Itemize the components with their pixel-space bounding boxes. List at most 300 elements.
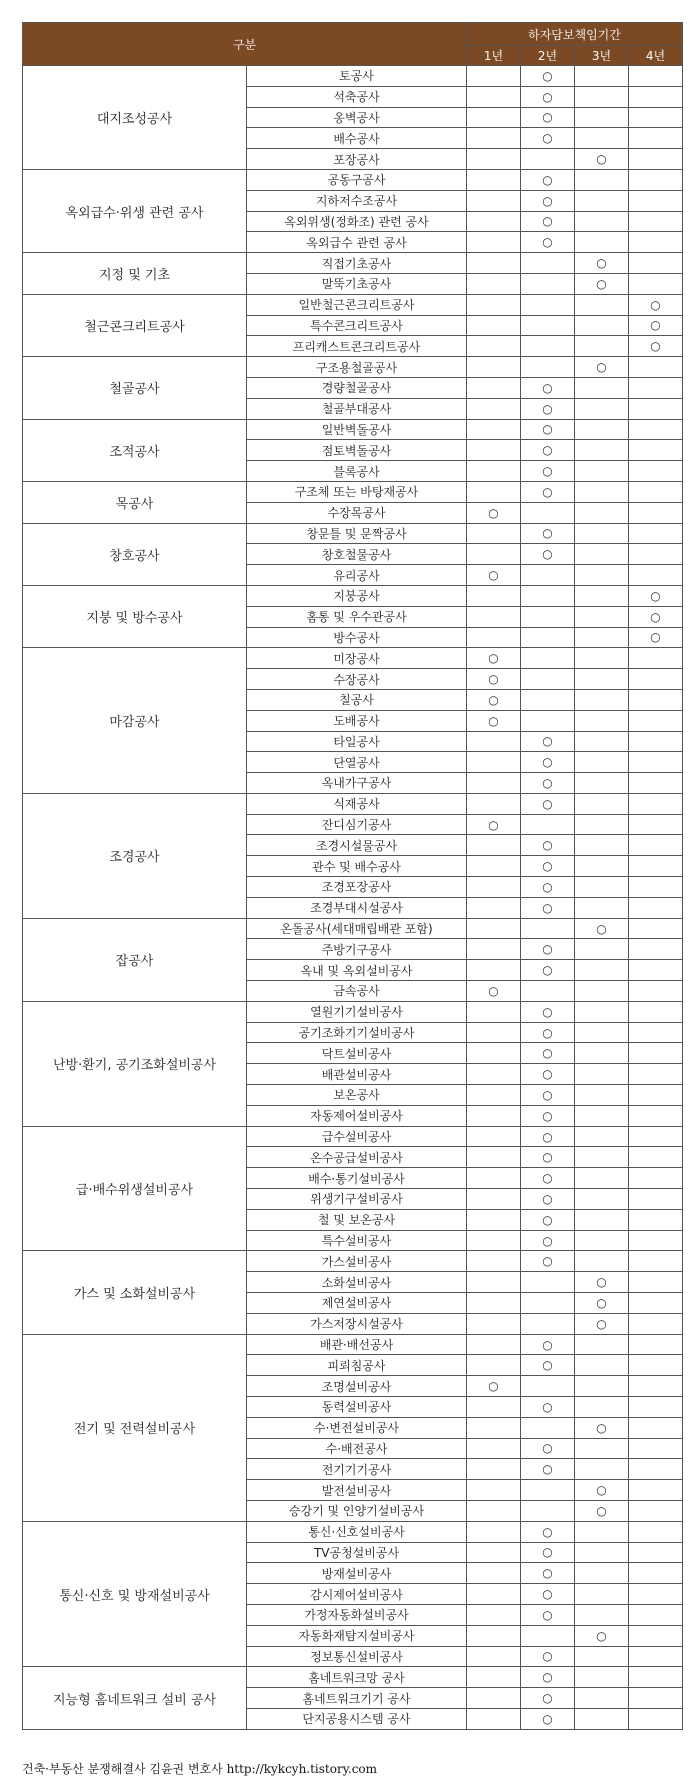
empty-cell	[629, 253, 683, 274]
empty-cell	[629, 1355, 683, 1376]
period-mark: ○	[629, 294, 683, 315]
period-mark: ○	[521, 1646, 575, 1667]
empty-cell	[467, 1459, 521, 1480]
empty-cell	[629, 897, 683, 918]
empty-cell	[521, 1625, 575, 1646]
empty-cell	[467, 398, 521, 419]
category-cell: 철골공사	[23, 357, 247, 419]
empty-cell	[629, 66, 683, 87]
empty-cell	[467, 66, 521, 87]
period-mark: ○	[521, 232, 575, 253]
work-item-cell: 온돌공사(세대매립배관 포함)	[247, 918, 467, 939]
period-mark: ○	[521, 731, 575, 752]
empty-cell	[521, 1313, 575, 1334]
table-row	[23, 585, 683, 606]
work-item-cell: 승강기 및 인양기설비공사	[247, 1500, 467, 1521]
empty-cell	[467, 606, 521, 627]
work-item-cell: 칠공사	[247, 689, 467, 710]
period-mark: ○	[521, 481, 575, 502]
empty-cell	[575, 440, 629, 461]
period-mark: ○	[629, 627, 683, 648]
work-item-cell: 자동화재탐지설비공사	[247, 1625, 467, 1646]
empty-cell	[575, 169, 629, 190]
empty-cell	[629, 440, 683, 461]
period-mark: ○	[521, 128, 575, 149]
empty-cell	[629, 461, 683, 482]
empty-cell	[575, 856, 629, 877]
empty-cell	[629, 544, 683, 565]
empty-cell	[575, 835, 629, 856]
category-cell: 철근콘크리트공사	[23, 294, 247, 356]
empty-cell	[575, 939, 629, 960]
empty-cell	[629, 149, 683, 170]
work-item-cell: 창호철물공사	[247, 544, 467, 565]
work-item-cell: 유리공사	[247, 565, 467, 586]
empty-cell	[467, 169, 521, 190]
work-item-cell: 프리캐스트콘크리트공사	[247, 336, 467, 357]
period-mark: ○	[575, 1417, 629, 1438]
empty-cell	[629, 1085, 683, 1106]
empty-cell	[629, 419, 683, 440]
empty-cell	[467, 1293, 521, 1314]
empty-cell	[575, 86, 629, 107]
period-mark: ○	[521, 1334, 575, 1355]
work-item-cell: 미장공사	[247, 648, 467, 669]
empty-cell	[467, 1001, 521, 1022]
period-mark: ○	[521, 856, 575, 877]
period-mark: ○	[521, 752, 575, 773]
empty-cell	[467, 960, 521, 981]
empty-cell	[467, 1417, 521, 1438]
empty-cell	[521, 1500, 575, 1521]
empty-cell	[467, 1667, 521, 1688]
empty-cell	[629, 1230, 683, 1251]
empty-cell	[575, 1584, 629, 1605]
empty-cell	[629, 793, 683, 814]
empty-cell	[629, 1563, 683, 1584]
work-item-cell: 홈통 및 우수관공사	[247, 606, 467, 627]
category-cell: 지붕 및 방수공사	[23, 585, 247, 647]
work-item-cell: 가정자동화설비공사	[247, 1604, 467, 1625]
empty-cell	[467, 939, 521, 960]
empty-cell	[575, 1646, 629, 1667]
empty-cell	[575, 377, 629, 398]
empty-cell	[629, 1459, 683, 1480]
empty-cell	[629, 523, 683, 544]
empty-cell	[467, 1646, 521, 1667]
category-cell: 마감공사	[23, 648, 247, 794]
work-item-cell: 옥외위생(정화조) 관련 공사	[247, 211, 467, 232]
empty-cell	[575, 211, 629, 232]
work-item-cell: 구조체 또는 바탕재공사	[247, 481, 467, 502]
period-mark: ○	[521, 1667, 575, 1688]
work-item-cell: 감시제어설비공사	[247, 1584, 467, 1605]
year-header-4: 4년	[629, 46, 683, 66]
work-item-cell: 열원기기설비공사	[247, 1001, 467, 1022]
empty-cell	[575, 1147, 629, 1168]
period-mark: ○	[467, 981, 521, 1002]
empty-cell	[467, 1126, 521, 1147]
empty-cell	[629, 86, 683, 107]
empty-cell	[629, 918, 683, 939]
table-row	[23, 1126, 683, 1147]
period-mark: ○	[521, 1521, 575, 1542]
year-header-3: 3년	[575, 46, 629, 66]
work-item-cell: 발전설비공사	[247, 1480, 467, 1501]
work-item-cell: 토공사	[247, 66, 467, 87]
period-header: 하자담보책임기간	[467, 23, 683, 46]
work-item-cell: 일반벽돌공사	[247, 419, 467, 440]
empty-cell	[521, 627, 575, 648]
period-mark: ○	[521, 1584, 575, 1605]
work-item-cell: 구조용철골공사	[247, 357, 467, 378]
empty-cell	[467, 793, 521, 814]
empty-cell	[629, 190, 683, 211]
period-mark: ○	[521, 960, 575, 981]
work-item-cell: 전기기기공사	[247, 1459, 467, 1480]
empty-cell	[575, 128, 629, 149]
empty-cell	[629, 1542, 683, 1563]
empty-cell	[467, 357, 521, 378]
empty-cell	[629, 1688, 683, 1709]
work-item-cell: 수장공사	[247, 669, 467, 690]
empty-cell	[467, 1022, 521, 1043]
empty-cell	[575, 606, 629, 627]
table-row	[23, 357, 683, 378]
empty-cell	[467, 377, 521, 398]
empty-cell	[467, 1209, 521, 1230]
category-cell: 난방·환기, 공기조화설비공사	[23, 1001, 247, 1126]
period-mark: ○	[575, 1272, 629, 1293]
empty-cell	[467, 1521, 521, 1542]
empty-cell	[467, 1313, 521, 1334]
empty-cell	[467, 273, 521, 294]
category-cell: 지능형 홈네트워크 설비 공사	[23, 1667, 247, 1729]
period-mark: ○	[467, 648, 521, 669]
empty-cell	[629, 1708, 683, 1729]
category-cell: 목공사	[23, 481, 247, 523]
work-item-cell: 일반철근콘크리트공사	[247, 294, 467, 315]
empty-cell	[575, 544, 629, 565]
empty-cell	[467, 1397, 521, 1418]
empty-cell	[575, 1667, 629, 1688]
period-mark: ○	[521, 461, 575, 482]
empty-cell	[575, 710, 629, 731]
work-item-cell: 가스설비공사	[247, 1251, 467, 1272]
empty-cell	[575, 1604, 629, 1625]
work-item-cell: 정보통신설비공사	[247, 1646, 467, 1667]
empty-cell	[521, 1376, 575, 1397]
period-mark: ○	[467, 710, 521, 731]
empty-cell	[521, 253, 575, 274]
empty-cell	[467, 731, 521, 752]
empty-cell	[575, 1376, 629, 1397]
empty-cell	[629, 731, 683, 752]
work-item-cell: 조경부대시설공사	[247, 897, 467, 918]
empty-cell	[521, 1480, 575, 1501]
work-item-cell: 말뚝기초공사	[247, 273, 467, 294]
work-item-cell: 조경포장공사	[247, 877, 467, 898]
empty-cell	[629, 232, 683, 253]
empty-cell	[521, 1293, 575, 1314]
category-cell: 전기 및 전력설비공사	[23, 1334, 247, 1521]
empty-cell	[629, 481, 683, 502]
work-item-cell: TV공청설비공사	[247, 1542, 467, 1563]
empty-cell	[629, 1500, 683, 1521]
work-item-cell: 조경시설물공사	[247, 835, 467, 856]
empty-cell	[629, 1168, 683, 1189]
category-cell: 조적공사	[23, 419, 247, 481]
empty-cell	[575, 315, 629, 336]
period-mark: ○	[467, 565, 521, 586]
period-mark: ○	[521, 773, 575, 794]
empty-cell	[521, 918, 575, 939]
empty-cell	[575, 814, 629, 835]
table-row	[23, 648, 683, 669]
category-cell: 옥외급수·위생 관련 공사	[23, 169, 247, 252]
period-mark: ○	[467, 689, 521, 710]
empty-cell	[629, 1189, 683, 1210]
category-cell: 급·배수위생설비공사	[23, 1126, 247, 1251]
work-item-cell: 배관·배선공사	[247, 1334, 467, 1355]
empty-cell	[629, 939, 683, 960]
empty-cell	[629, 1480, 683, 1501]
period-mark: ○	[575, 253, 629, 274]
work-item-cell: 소화설비공사	[247, 1272, 467, 1293]
work-item-cell: 자동제어설비공사	[247, 1105, 467, 1126]
empty-cell	[629, 1293, 683, 1314]
empty-cell	[629, 211, 683, 232]
empty-cell	[629, 1064, 683, 1085]
empty-cell	[575, 960, 629, 981]
work-item-cell: 특수설비공사	[247, 1230, 467, 1251]
empty-cell	[575, 689, 629, 710]
empty-cell	[467, 752, 521, 773]
empty-cell	[629, 669, 683, 690]
period-mark: ○	[521, 1001, 575, 1022]
period-mark: ○	[521, 398, 575, 419]
work-item-cell: 동력설비공사	[247, 1397, 467, 1418]
work-item-cell: 방재설비공사	[247, 1563, 467, 1584]
empty-cell	[575, 585, 629, 606]
footer-credit	[22, 1760, 377, 1777]
work-item-cell: 피뢰침공사	[247, 1355, 467, 1376]
empty-cell	[467, 253, 521, 274]
empty-cell	[575, 627, 629, 648]
period-mark: ○	[521, 544, 575, 565]
empty-cell	[467, 1230, 521, 1251]
category-cell: 지정 및 기초	[23, 253, 247, 295]
empty-cell	[467, 835, 521, 856]
empty-cell	[467, 1542, 521, 1563]
empty-cell	[629, 1313, 683, 1334]
work-item-cell: 배수공사	[247, 128, 467, 149]
category-cell: 대지조성공사	[23, 66, 247, 170]
warranty-period-table	[22, 22, 683, 1730]
category-cell: 통신·신호 및 방재설비공사	[23, 1521, 247, 1667]
period-mark: ○	[521, 1459, 575, 1480]
empty-cell	[521, 294, 575, 315]
period-mark: ○	[575, 1313, 629, 1334]
table-row	[23, 1667, 683, 1688]
table-row	[23, 1001, 683, 1022]
period-mark: ○	[521, 1147, 575, 1168]
empty-cell	[629, 128, 683, 149]
empty-cell	[629, 689, 683, 710]
empty-cell	[575, 1251, 629, 1272]
empty-cell	[629, 1105, 683, 1126]
work-item-cell: 공기조화기기설비공사	[247, 1022, 467, 1043]
period-mark: ○	[521, 190, 575, 211]
empty-cell	[575, 1126, 629, 1147]
work-item-cell: 가스저장시설공사	[247, 1313, 467, 1334]
work-item-cell: 특수콘크리트공사	[247, 315, 467, 336]
empty-cell	[575, 669, 629, 690]
empty-cell	[629, 1397, 683, 1418]
period-mark: ○	[467, 502, 521, 523]
table-row	[23, 1251, 683, 1272]
empty-cell	[575, 1355, 629, 1376]
empty-cell	[575, 981, 629, 1002]
empty-cell	[521, 315, 575, 336]
empty-cell	[467, 773, 521, 794]
empty-cell	[629, 856, 683, 877]
empty-cell	[521, 981, 575, 1002]
empty-cell	[467, 1147, 521, 1168]
empty-cell	[467, 440, 521, 461]
empty-cell	[629, 169, 683, 190]
year-header-1: 1년	[467, 46, 521, 66]
empty-cell	[521, 585, 575, 606]
empty-cell	[575, 731, 629, 752]
work-item-cell: 경량철골공사	[247, 377, 467, 398]
empty-cell	[467, 149, 521, 170]
empty-cell	[521, 648, 575, 669]
work-item-cell: 닥트설비공사	[247, 1043, 467, 1064]
period-mark: ○	[575, 1293, 629, 1314]
period-mark: ○	[521, 1708, 575, 1729]
period-mark: ○	[521, 1604, 575, 1625]
work-item-cell: 지붕공사	[247, 585, 467, 606]
period-mark: ○	[521, 835, 575, 856]
empty-cell	[629, 377, 683, 398]
empty-cell	[575, 232, 629, 253]
period-mark: ○	[575, 918, 629, 939]
empty-cell	[629, 1625, 683, 1646]
period-mark: ○	[521, 86, 575, 107]
work-item-cell: 공동구공사	[247, 169, 467, 190]
empty-cell	[629, 565, 683, 586]
empty-cell	[467, 461, 521, 482]
period-mark: ○	[575, 273, 629, 294]
table-row	[23, 793, 683, 814]
empty-cell	[629, 1604, 683, 1625]
empty-cell	[467, 1105, 521, 1126]
empty-cell	[467, 627, 521, 648]
period-mark: ○	[521, 1064, 575, 1085]
work-item-cell: 옥내가구공사	[247, 773, 467, 794]
work-item-cell: 배관설비공사	[247, 1064, 467, 1085]
empty-cell	[521, 357, 575, 378]
work-item-cell: 포장공사	[247, 149, 467, 170]
empty-cell	[521, 273, 575, 294]
period-mark: ○	[521, 1230, 575, 1251]
empty-cell	[629, 1584, 683, 1605]
period-mark: ○	[521, 377, 575, 398]
period-mark: ○	[629, 315, 683, 336]
empty-cell	[629, 1646, 683, 1667]
period-mark: ○	[521, 1563, 575, 1584]
period-mark: ○	[521, 1251, 575, 1272]
empty-cell	[467, 1064, 521, 1085]
empty-cell	[575, 294, 629, 315]
work-item-cell: 위생기구설비공사	[247, 1189, 467, 1210]
table-body	[23, 66, 683, 1730]
empty-cell	[575, 502, 629, 523]
period-mark: ○	[629, 336, 683, 357]
empty-cell	[575, 1563, 629, 1584]
period-mark: ○	[521, 1688, 575, 1709]
empty-cell	[575, 107, 629, 128]
empty-cell	[575, 877, 629, 898]
empty-cell	[467, 1604, 521, 1625]
period-mark: ○	[521, 793, 575, 814]
empty-cell	[467, 336, 521, 357]
empty-cell	[629, 1438, 683, 1459]
period-mark: ○	[521, 1043, 575, 1064]
work-item-cell: 직접기초공사	[247, 253, 467, 274]
empty-cell	[467, 107, 521, 128]
empty-cell	[467, 1189, 521, 1210]
empty-cell	[575, 419, 629, 440]
period-mark: ○	[575, 1500, 629, 1521]
empty-cell	[467, 1625, 521, 1646]
empty-cell	[629, 1667, 683, 1688]
empty-cell	[629, 1334, 683, 1355]
work-item-cell: 옹벽공사	[247, 107, 467, 128]
empty-cell	[629, 502, 683, 523]
table-row	[23, 66, 683, 87]
empty-cell	[467, 211, 521, 232]
work-item-cell: 통신·신호설비공사	[247, 1521, 467, 1542]
period-mark: ○	[521, 440, 575, 461]
empty-cell	[467, 918, 521, 939]
empty-cell	[575, 1085, 629, 1106]
empty-cell	[467, 1355, 521, 1376]
work-item-cell: 식재공사	[247, 793, 467, 814]
work-item-cell: 블록공사	[247, 461, 467, 482]
empty-cell	[467, 190, 521, 211]
work-item-cell: 급수설비공사	[247, 1126, 467, 1147]
empty-cell	[575, 793, 629, 814]
empty-cell	[575, 398, 629, 419]
period-mark: ○	[629, 606, 683, 627]
empty-cell	[575, 1688, 629, 1709]
work-item-cell: 단열공사	[247, 752, 467, 773]
empty-cell	[575, 1168, 629, 1189]
warranty-table-container	[22, 22, 682, 1730]
empty-cell	[521, 336, 575, 357]
work-item-cell: 철골부대공사	[247, 398, 467, 419]
empty-cell	[521, 710, 575, 731]
empty-cell	[575, 523, 629, 544]
empty-cell	[467, 523, 521, 544]
empty-cell	[575, 461, 629, 482]
work-item-cell: 잔디심기공사	[247, 814, 467, 835]
work-item-cell: 석축공사	[247, 86, 467, 107]
empty-cell	[467, 1168, 521, 1189]
work-item-cell: 방수공사	[247, 627, 467, 648]
